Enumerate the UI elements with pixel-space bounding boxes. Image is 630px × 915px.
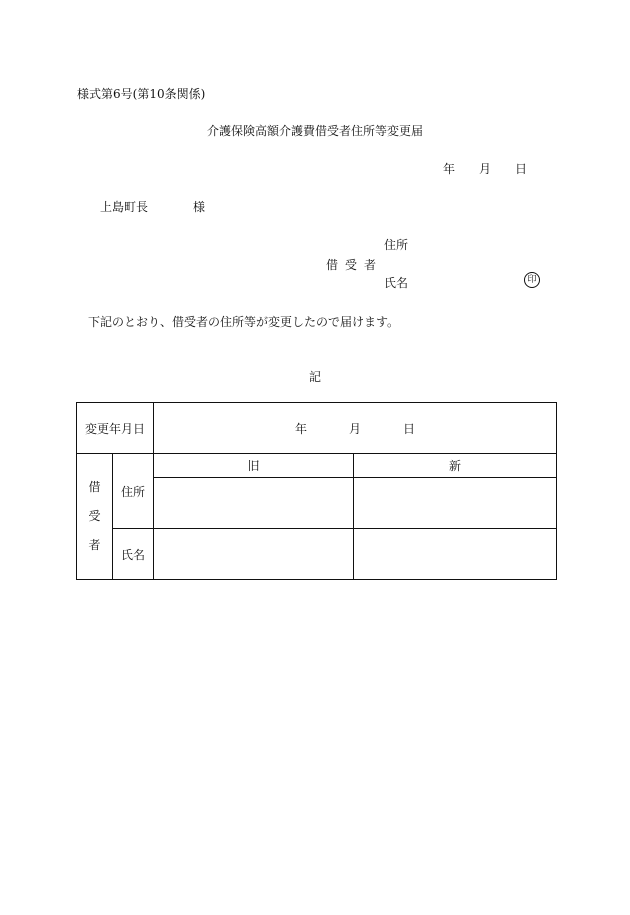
borrower-vertical-label — [77, 454, 113, 580]
header-row — [77, 454, 557, 478]
new-name-field[interactable] — [354, 529, 557, 580]
change-table — [76, 402, 557, 580]
change-date-row — [77, 403, 557, 454]
year-label: 年 — [443, 162, 456, 176]
borrower-char: 受 — [88, 509, 101, 523]
ki-label: 記 — [308, 370, 321, 384]
old-address-field[interactable] — [154, 478, 354, 529]
submission-date — [443, 160, 527, 177]
month-label: 月 — [479, 162, 492, 176]
borrower-char: 者 — [88, 538, 101, 552]
change-date-value[interactable] — [154, 403, 557, 454]
change-date-label: 変更年月日 — [77, 403, 154, 454]
applicant-role-label: 借受者 — [326, 258, 384, 272]
form-number: 様式第6号(第10条関係) — [77, 87, 206, 101]
old-column-header: 旧 — [154, 454, 354, 478]
day-label: 日 — [515, 162, 528, 176]
applicant-name-label: 氏名 — [384, 276, 409, 290]
addressee-name: 上島町長 — [100, 200, 149, 214]
document-title: 介護保険高額介護費借受者住所等変更届 — [206, 124, 423, 138]
new-column-header: 新 — [354, 454, 557, 478]
change-year-label: 年 — [294, 421, 307, 436]
address-row-label: 住所 — [113, 454, 154, 529]
addressee — [100, 198, 205, 215]
addressee-honorific: 様 — [193, 200, 206, 214]
change-day-label: 日 — [403, 421, 416, 436]
change-month-label: 月 — [348, 421, 361, 436]
old-name-field[interactable] — [154, 529, 354, 580]
name-row-label: 氏名 — [113, 529, 154, 580]
applicant-address-label: 住所 — [384, 238, 409, 252]
intro-text: 下記のとおり、借受者の住所等が変更したので届けます。 — [88, 315, 400, 329]
new-address-field[interactable] — [354, 478, 557, 529]
name-row — [77, 529, 557, 580]
borrower-char: 借 — [88, 480, 101, 494]
seal-icon: 印 — [524, 272, 540, 288]
